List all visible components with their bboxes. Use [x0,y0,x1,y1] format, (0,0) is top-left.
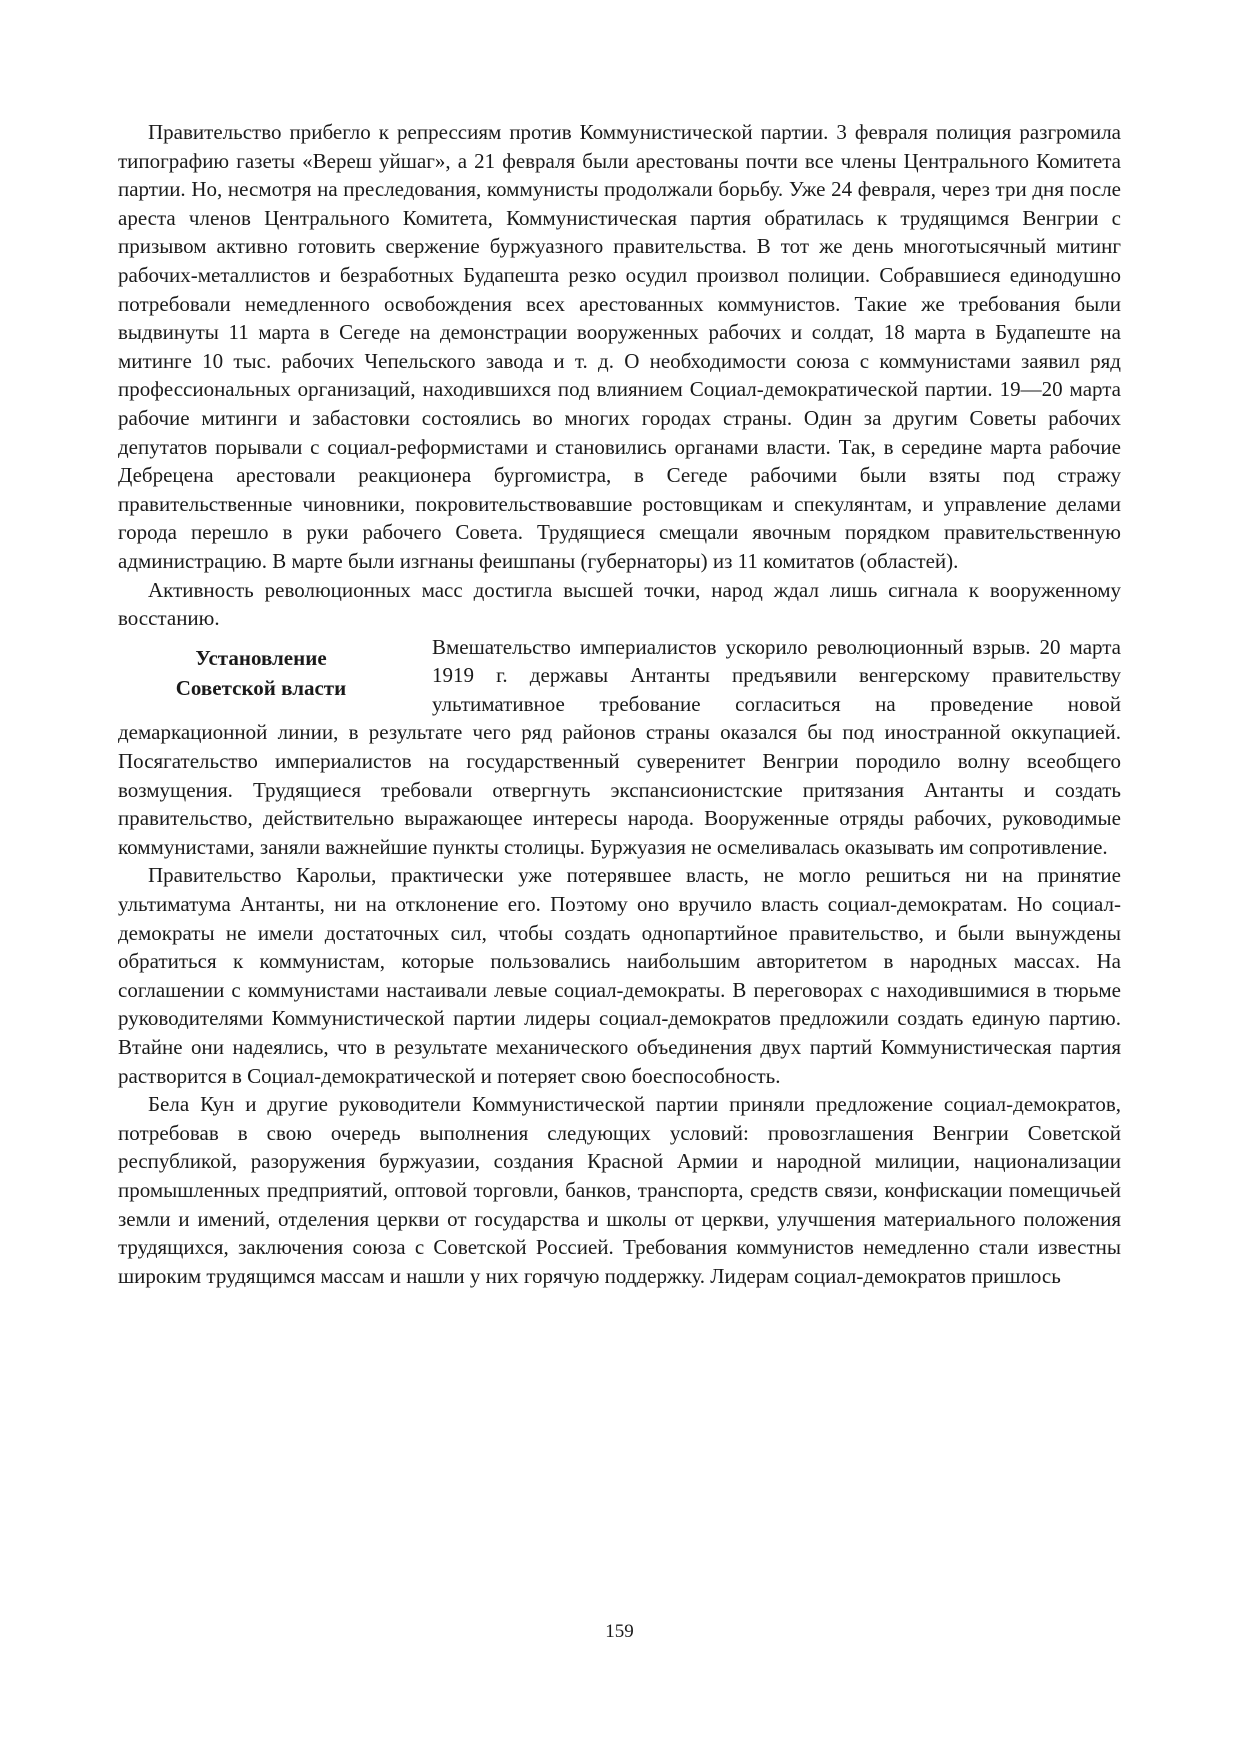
paragraph-revolutionary-activity: Активность революционных масс достигла высшей точки, народ ждал лишь сигнала к вооруженному восстанию. [118,577,1121,631]
document-page [118,118,1121,1290]
section-heading [116,643,406,703]
paragraph-imperialist-intervention: Вмешательство империалистов ускорило революционный взрыв. 20 марта 1919 г. державы Антанты предъявили венгерскому правительству ультимативное требование согласиться на проведение новой демаркационной линии, в результате чего ряд районов страны оказался бы под иностранной оккупацией. Посягательство империалистов на государственный суверенитет Венгрии породило волну всеобщего возмущения. Трудящиеся требовали отвергнуть экспансионистские притязания Антанты и создать правительство, действительно выражающее интересы народа. Вооруженные отряды рабочих, руководимые коммунистами, заняли важнейшие пункты столицы. Буржуазия не осмеливалась оказывать им сопротивление. [118,634,1121,859]
section-heading-line-2: Советской власти [175,675,347,700]
page-number: 159 [605,1621,634,1642]
paragraph-repressions: Правительство прибегло к репрессиям против Коммунистической партии. 3 февраля полиция разгромила типографию газеты «Вереш уйшаг», а 21 февраля были арестованы почти все члены Центрального Комитета партии. Но, несмотря на преследования, коммунисты продолжали борьбу. Уже 24 февраля, через три дня после ареста членов Центрального Комитета, Коммунистическая партия обратилась к трудящимся Венгрии с призывом активно готовить свержение буржуазного правительства. В тот же день многотысячный митинг рабочих-металлистов и безработных Будапешта резко осудил произвол полиции. Собравшиеся единодушно потребовали немедленного освобождения всех арестованных коммунистов. Такие же требования были выдвинуты 11 марта в Сегеде на демонстрации вооруженных рабочих и солдат, 18 марта в Будапеште на митинге 10 тыс. рабочих Чепельского завода и т. д. О необходимости союза с коммунистами заявил ряд профессиональных организаций, находившихся под влиянием Социал-демократической партии. 19—20 марта рабочие митинги и забастовки состоялись во многих городах страны. Один за другим Советы рабочих депутатов порывали с социал-реформистами и становились органами власти. Так, в середине марта рабочие Дебрецена арестовали реакционера бургомистра, в Сегеде рабочими были взяты под стражу правительственные чиновники, покровительствовавшие ростовщикам и спекулянтам, и управление делами города перешло в руки рабочего Совета. Трудящиеся смещали явочным порядком правительственную администрацию. В марте были изгнаны феишпаны (губернаторы) из 11 комитатов (областей). [118,120,1121,573]
paragraph-bela-kun-conditions: Бела Кун и другие руководители Коммунистической партии приняли предложение социал-демократов, потребовав в свою очередь выполнения следующих условий: провозглашения Венгрии Советской республикой, разоружения буржуазии, создания Красной Армии и народной милиции, национализации промышленных предприятий, оптовой торговли, банков, транспорта, средств связи, конфискации помещичьей земли и имений, отделения церкви от государства и школы от церкви, улучшения материального положения трудящихся, заключения союза с Советской Россией. Требования коммунистов немедленно стали известны широким трудящимся массам и нашли у них горячую поддержку. Лидерам социал-демократов пришлось [118,1092,1121,1288]
section-heading-line-1: Установление [195,645,327,670]
paragraph-karolyi-government: Правительство Карольи, практически уже потерявшее власть, не могло решиться ни на принятие ультиматума Антанты, ни на отклонение его. Поэтому оно вручило власть социал-демократам. Но социал-демократы не имели достаточных сил, чтобы создать однопартийное правительство, и были вынуждены обратиться к коммунистам, которые пользовались наибольшим авторитетом в народных массах. На соглашении с коммунистами настаивали левые социал-демократы. В переговорах с находившимися в тюрьме руководителями Коммунистической партии лидеры социал-демократов предложили создать единую партию. Втайне они надеялись, что в результате механического объединения двух партий Коммунистическая партия растворится в Социал-демократической и потеряет свою боеспособность. [118,863,1121,1088]
